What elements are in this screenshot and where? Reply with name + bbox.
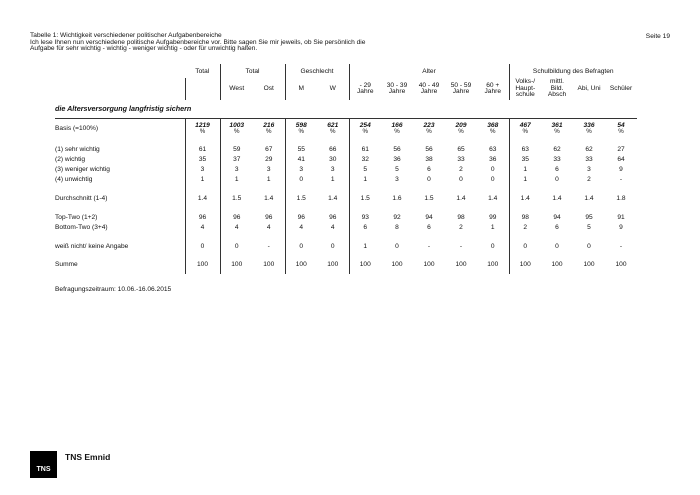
- column-header-line: schule: [515, 91, 535, 99]
- column-header-line: mittl.: [550, 78, 564, 86]
- table-cell: 98: [457, 213, 465, 221]
- row-label: Top-Two (1+2): [55, 213, 98, 221]
- basis-row: [55, 118, 637, 139]
- table-cell: 33: [457, 155, 465, 163]
- basis-value: 254: [359, 122, 371, 130]
- basis-value: 209: [455, 122, 467, 130]
- column-header-line: Schüler: [609, 84, 633, 92]
- table-cell: 6: [349, 222, 381, 232]
- table-cell: 0: [185, 240, 220, 252]
- table-cell: 2: [509, 222, 541, 232]
- table-cell: 27: [617, 145, 625, 153]
- table-cell: 33: [585, 155, 593, 163]
- table-cell: 1: [349, 174, 381, 184]
- table-cell: 1.4: [185, 192, 220, 204]
- spacer-row: [55, 184, 637, 192]
- table-cell: 4: [266, 223, 271, 231]
- table-cell: 4: [220, 222, 253, 232]
- table-cell: 9: [619, 223, 623, 231]
- basis-value: 223: [423, 122, 435, 130]
- table-cell: 64: [617, 155, 625, 163]
- column-header: [573, 78, 605, 100]
- table-cell: 9: [619, 165, 623, 173]
- table-cell: 0: [220, 240, 253, 252]
- table-cell: 0: [490, 242, 495, 250]
- table-cell: 100: [285, 258, 317, 270]
- table-cell: 67: [265, 145, 273, 153]
- table-cell: 0: [459, 175, 463, 183]
- basis-value: 166: [391, 122, 403, 130]
- table-cell: 3: [220, 164, 253, 174]
- table-cell: 100: [185, 258, 220, 270]
- basis-value: 54: [617, 122, 625, 130]
- percent-sign: %: [618, 128, 624, 136]
- spacer-row: [55, 270, 637, 274]
- row-label: (2) wichtig: [55, 155, 86, 163]
- table-cell: 0: [330, 242, 335, 250]
- table-cell: 1.5: [285, 192, 317, 204]
- basis-cell: [220, 118, 253, 139]
- basis-value: 368: [487, 122, 499, 130]
- table-row: [55, 258, 637, 270]
- percent-sign: %: [426, 128, 432, 136]
- percent-sign: %: [554, 128, 560, 136]
- column-header: [541, 78, 573, 100]
- column-header-line: W: [329, 84, 336, 92]
- table-cell: 62: [585, 145, 593, 153]
- table-cell: 1.4: [328, 194, 338, 202]
- table-cell: 0: [285, 240, 317, 252]
- basis-value: 336: [583, 122, 595, 130]
- group-education: Schulbildung des Befragten: [509, 64, 637, 78]
- percent-sign: %: [458, 128, 464, 136]
- group-sex: Geschlecht: [285, 64, 349, 78]
- basis-value: 361: [551, 122, 563, 130]
- table-cell: 59: [220, 144, 253, 154]
- column-header-line: 50 - 59: [450, 81, 472, 89]
- column-header-line: Jahre: [388, 88, 406, 95]
- table-cell: 0: [509, 240, 541, 252]
- table-cell: 1.5: [424, 194, 434, 202]
- table-cell: 1.4: [584, 194, 594, 202]
- table-cell: 38: [425, 155, 433, 163]
- percent-sign: %: [394, 128, 400, 136]
- group-total: Total: [195, 67, 210, 75]
- basis-cell: [477, 118, 509, 139]
- percent-sign: %: [298, 128, 304, 136]
- table-cell: 4: [285, 222, 317, 232]
- table-cell: 5: [587, 223, 591, 231]
- table-cell: 92: [393, 213, 401, 221]
- table-cell: 4: [330, 223, 335, 231]
- table-cell: 1.4: [488, 194, 498, 202]
- basis-value: 216: [263, 122, 275, 130]
- column-header-line: Jahre: [452, 88, 470, 95]
- column-header-line: Jahre: [357, 88, 374, 95]
- column-header: [381, 78, 413, 100]
- percent-sign: %: [362, 128, 368, 136]
- table-cell: 1.5: [349, 192, 381, 204]
- basis-cell: [445, 118, 477, 139]
- column-header-line: Haupt-: [515, 84, 536, 92]
- table-row: [55, 144, 637, 154]
- table-cell: 100: [349, 258, 381, 270]
- table-cell: 61: [349, 144, 381, 154]
- table-cell: 35: [185, 154, 220, 164]
- basis-cell: [253, 118, 285, 139]
- table-cell: 98: [509, 212, 541, 222]
- table-row: [55, 174, 637, 184]
- table-cell: 0: [490, 165, 495, 173]
- basis-cell: [285, 118, 317, 139]
- table-cell: 3: [395, 175, 399, 183]
- table-cell: 4: [185, 222, 220, 232]
- table-cell: -: [267, 242, 270, 250]
- table-cell: 32: [349, 154, 381, 164]
- table-cell: 100: [391, 260, 403, 268]
- basis-value: 598: [295, 122, 307, 130]
- table-cell: 36: [489, 155, 497, 163]
- table-cell: 0: [427, 175, 431, 183]
- table-cell: 63: [509, 144, 541, 154]
- group-region: Total: [220, 64, 285, 78]
- table-cell: 0: [285, 174, 317, 184]
- table-cell: 91: [617, 213, 625, 221]
- table-cell: 5: [349, 164, 381, 174]
- table-cell: 94: [425, 213, 433, 221]
- table-cell: 100: [583, 260, 595, 268]
- column-header: [285, 78, 317, 100]
- column-header-line: Abi, Uni: [577, 84, 601, 92]
- column-header-line: West: [229, 84, 245, 92]
- basis-cell: [413, 118, 445, 139]
- table-cell: 36: [393, 155, 401, 163]
- table-cell: 96: [285, 212, 317, 222]
- table-row: [55, 192, 637, 204]
- table-cell: 1: [490, 223, 495, 231]
- column-header: [509, 78, 541, 100]
- section-title: die Altersversorgung langfristig sichern: [55, 104, 192, 114]
- table-cell: 96: [220, 212, 253, 222]
- column-header-line: 30 - 39: [386, 81, 408, 89]
- table-cell: 94: [553, 213, 561, 221]
- table-row: [55, 154, 637, 164]
- column-header-line: M: [298, 84, 304, 92]
- percent-sign: %: [199, 128, 206, 136]
- table-cell: 63: [489, 145, 497, 153]
- table-cell: 99: [489, 213, 497, 221]
- table-cell: 1.4: [509, 192, 541, 204]
- basis-value: 1219: [195, 122, 210, 130]
- column-header: [349, 78, 381, 100]
- basis-cell: [317, 118, 349, 139]
- table-cell: 1: [509, 164, 541, 174]
- row-label: Durchschnitt (1-4): [55, 194, 108, 202]
- table-row: [55, 164, 637, 174]
- table-cell: 2: [587, 175, 591, 183]
- column-header: [185, 78, 220, 100]
- column-header-line: Jahre: [484, 88, 501, 95]
- table-row: [55, 222, 637, 232]
- table-row: [55, 212, 637, 222]
- brand-name: TNS Emnid: [65, 452, 111, 462]
- table-cell: 1: [509, 174, 541, 184]
- basis-cell: [185, 118, 220, 139]
- table-cell: 1: [220, 174, 253, 184]
- table-cell: 6: [427, 165, 431, 173]
- table-cell: 3: [587, 165, 591, 173]
- table-cell: 2: [459, 223, 463, 231]
- percent-sign: %: [265, 128, 272, 136]
- row-label: Bottom-Two (3+4): [55, 223, 108, 231]
- table-cell: 62: [553, 145, 561, 153]
- table-cell: 1: [349, 240, 381, 252]
- table-cell: 65: [457, 145, 465, 153]
- row-label: (1) sehr wichtig: [55, 145, 100, 153]
- table-cell: -: [619, 242, 623, 250]
- table-cell: 29: [265, 155, 273, 163]
- table-cell: 100: [327, 260, 339, 268]
- row-label: weiß nicht/ keine Angabe: [55, 242, 129, 250]
- table-cell: -: [459, 242, 463, 250]
- table-cell: 6: [555, 223, 559, 231]
- basis-label: Basis (=100%): [55, 118, 185, 139]
- table-cell: 35: [509, 154, 541, 164]
- percent-sign: %: [329, 128, 336, 136]
- table-cell: 0: [587, 242, 591, 250]
- table-cell: 3: [285, 164, 317, 174]
- column-header: [253, 78, 285, 100]
- percent-sign: %: [489, 128, 496, 136]
- column-header-line: Volks-/: [515, 78, 536, 86]
- group-age: Alter: [349, 64, 509, 78]
- table-cell: 0: [395, 242, 399, 250]
- basis-cell: [573, 118, 605, 139]
- table-cell: 100: [455, 260, 467, 268]
- table-cell: 95: [585, 213, 593, 221]
- basis-cell: [541, 118, 573, 139]
- table-cell: -: [619, 175, 623, 183]
- table-cell: 37: [220, 154, 253, 164]
- table-cell: 100: [487, 260, 499, 268]
- table-cell: 8: [395, 223, 399, 231]
- table-cell: 1: [266, 175, 271, 183]
- table-cell: 3: [266, 165, 271, 173]
- table-cell: 3: [185, 164, 220, 174]
- table-cell: 96: [265, 213, 273, 221]
- table-cell: 100: [423, 260, 435, 268]
- table-cell: 1.4: [264, 194, 274, 202]
- table-cell: 55: [285, 144, 317, 154]
- table-cell: 100: [263, 260, 275, 268]
- table-cell: 100: [220, 258, 253, 270]
- table-cell: 0: [555, 242, 559, 250]
- table-row: [55, 240, 637, 252]
- page-number: Seite 19: [645, 33, 670, 40]
- basis-cell: [605, 118, 637, 139]
- spacer-row: [55, 204, 637, 212]
- table-cell: -: [427, 242, 431, 250]
- table-cell: 30: [329, 155, 337, 163]
- group-header-row: [55, 64, 637, 78]
- column-header-line: 60 +: [486, 81, 500, 89]
- results-table: [55, 64, 637, 274]
- column-header: [477, 78, 509, 100]
- row-label: (4) unwichtig: [55, 175, 93, 183]
- tns-logo: TNS: [30, 451, 57, 478]
- section-row: [55, 100, 637, 118]
- column-header-line: 40 - 49: [418, 81, 440, 89]
- table-cell: 1.4: [456, 194, 466, 202]
- table-header: [30, 33, 570, 53]
- row-label: Summe: [55, 260, 78, 268]
- column-header: [317, 78, 349, 100]
- table-cell: 66: [329, 145, 337, 153]
- table-cell: 3: [330, 165, 335, 173]
- basis-value: 621: [327, 122, 339, 130]
- column-header-line: Ost: [263, 84, 274, 92]
- basis-value: 1003: [229, 122, 245, 130]
- table-cell: 56: [425, 145, 433, 153]
- column-header-line: Jahre: [420, 88, 438, 95]
- table-cell: 1: [185, 174, 220, 184]
- table-cell: 0: [490, 175, 495, 183]
- row-label: (3) weniger wichtig: [55, 165, 110, 173]
- table-cell: 1: [330, 175, 335, 183]
- table-cell: 93: [349, 212, 381, 222]
- column-header: [445, 78, 477, 100]
- percent-sign: %: [233, 128, 240, 136]
- basis-cell: [509, 118, 541, 139]
- column-header: [605, 78, 637, 100]
- table-cell: 6: [427, 223, 431, 231]
- basis-value: 467: [519, 122, 531, 130]
- question-line-1: Ich lese Ihnen nun verschiedene politische Aufgabenbereiche vor. Bitte sagen Sie mir jeweils, ob Sie persönlich die: [30, 38, 366, 46]
- column-header: [220, 78, 253, 100]
- spacer-row: [55, 232, 637, 240]
- percent-sign: %: [522, 128, 528, 136]
- table-cell: 100: [509, 258, 541, 270]
- column-header-line: Absch: [547, 91, 567, 99]
- table-cell: 41: [285, 154, 317, 164]
- basis-cell: [349, 118, 381, 139]
- column-header-line: Bild.: [550, 84, 564, 92]
- table-cell: 6: [555, 165, 559, 173]
- table-cell: 96: [329, 213, 337, 221]
- table-cell: 33: [553, 155, 561, 163]
- table-cell: 56: [393, 145, 401, 153]
- percent-sign: %: [586, 128, 592, 136]
- table-cell: 0: [555, 175, 559, 183]
- table-cell: 2: [459, 165, 463, 173]
- table-cell: 61: [185, 144, 220, 154]
- column-header-line: - 29: [359, 81, 371, 89]
- survey-period: Befragungszeitraum: 10.06.-16.06.2015: [55, 286, 172, 293]
- table-cell: 100: [551, 260, 563, 268]
- question-line-2: Aufgabe für sehr wichtig - wichtig - weniger wichtig - oder für unwichtig halten.: [30, 45, 258, 53]
- table-cell: 1.8: [616, 194, 626, 202]
- column-header-row: [55, 78, 637, 100]
- table-cell: 5: [395, 165, 399, 173]
- table-title: Tabelle 1: Wichtigkeit verschiedener politischer Aufgabenbereiche: [30, 32, 222, 39]
- table-cell: 96: [185, 212, 220, 222]
- column-header: [413, 78, 445, 100]
- table-cell: 1.6: [392, 194, 402, 202]
- table-cell: 1.4: [552, 194, 562, 202]
- basis-cell: [381, 118, 413, 139]
- table-cell: 100: [615, 260, 627, 268]
- table-cell: 1.5: [220, 192, 253, 204]
